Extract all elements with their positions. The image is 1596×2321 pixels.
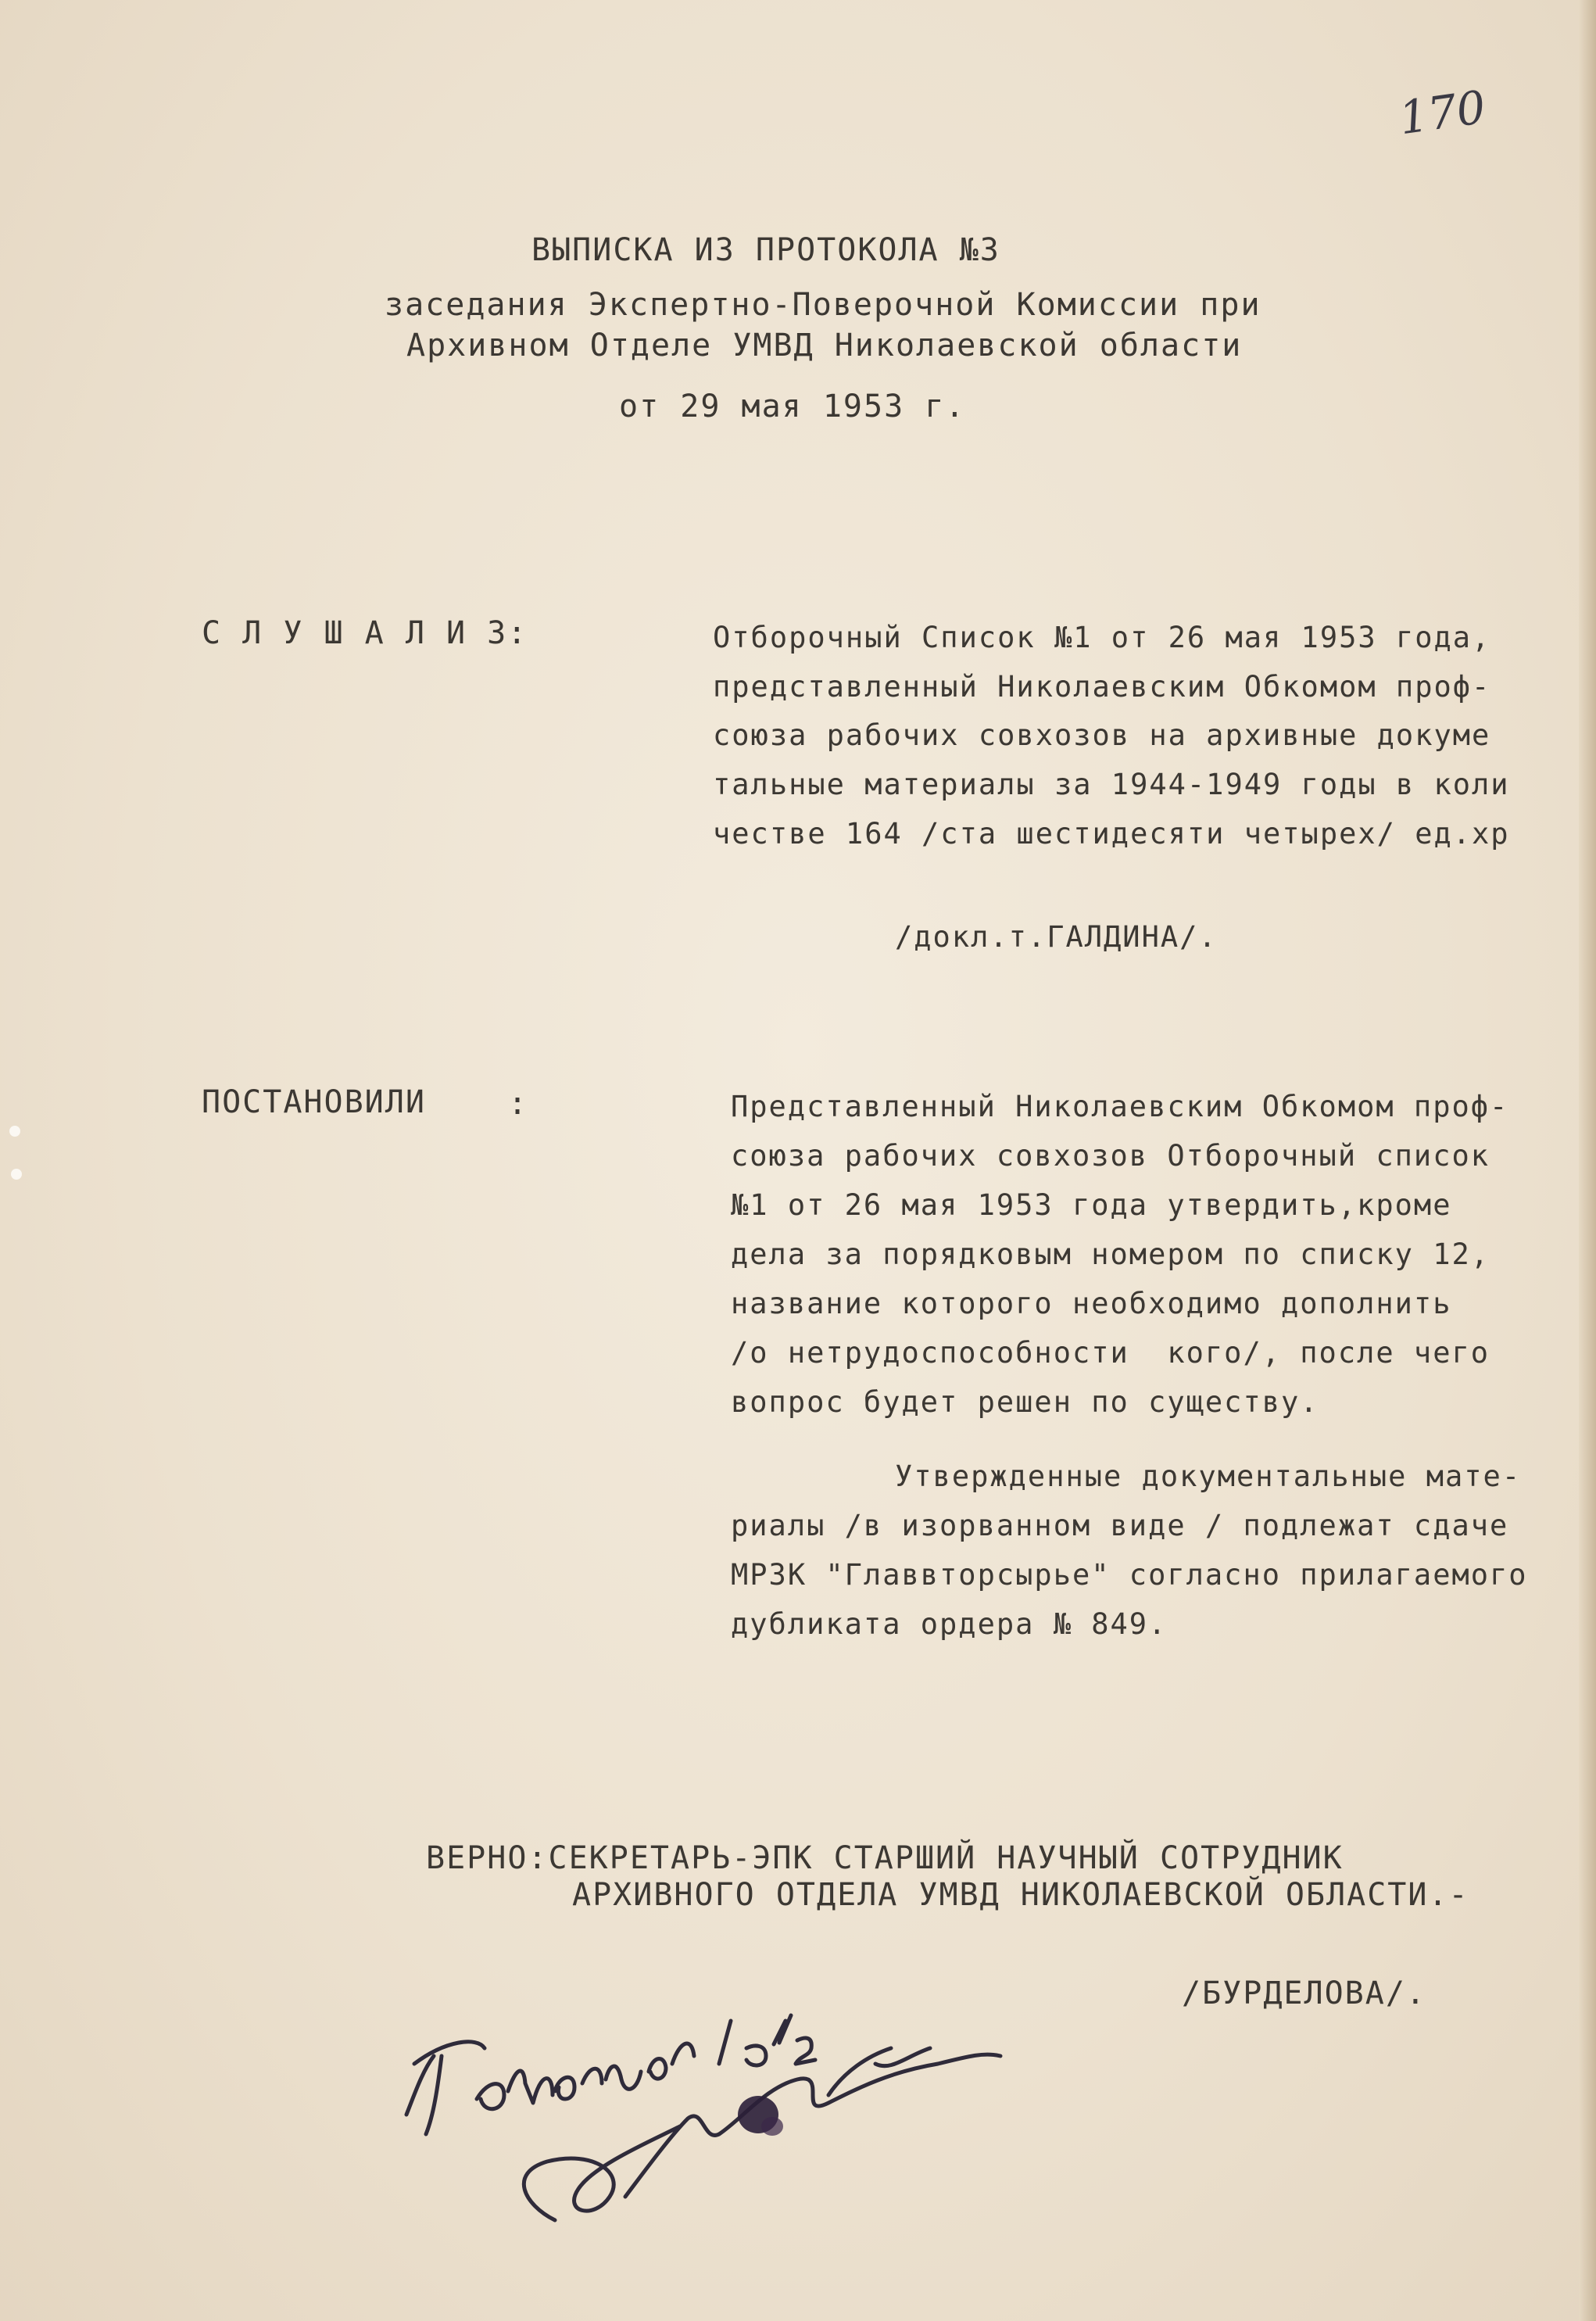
resolved-colon: : — [508, 1086, 529, 1122]
speaker-note: /докл.т.ГАЛДИНА/. — [895, 920, 1218, 954]
punch-hole — [9, 1126, 20, 1137]
punch-hole — [11, 1169, 22, 1180]
resolved-line: №1 от 26 мая 1953 года утвердить,кроме — [731, 1188, 1452, 1222]
resolved-line: МРЗК "Главвторсырье" согласно прилагаемого — [731, 1558, 1528, 1592]
resolved-line: Утвержденные документальные мате- — [895, 1460, 1522, 1493]
resolved-label: ПОСТАНОВИЛИ — [202, 1084, 426, 1120]
document-title: ВЫПИСКА ИЗ ПРОТОКОЛА №3 — [531, 232, 1000, 268]
heard-line: честве 164 /ста шестидесяти четырех/ ед.хр — [713, 817, 1510, 851]
resolved-line: вопрос будет решен по существу. — [731, 1385, 1319, 1419]
header-date: от 29 мая 1953 г. — [619, 389, 966, 424]
certification-line-2: АРХИВНОГО ОТДЕЛА УМВД НИКОЛАЕВСКОЙ ОБЛАСТИ.- — [572, 1877, 1469, 1913]
resolved-line: дубликата ордера № 849. — [731, 1607, 1168, 1641]
resolved-line: риалы /в изорванном виде / подлежат сдаче — [731, 1509, 1509, 1542]
certification-line-1: ВЕРНО:СЕКРЕТАРЬ-ЭПК СТАРШИЙ НАУЧНЫЙ СОТРУДНИК — [426, 1840, 1344, 1876]
resolved-line: дела за порядковым номером по списку 12, — [731, 1238, 1490, 1271]
resolved-line: название которого необходимо дополнить — [731, 1287, 1452, 1320]
heard-line: союза рабочих совхозов на архивные докуме — [713, 718, 1491, 752]
resolved-line: /о нетрудоспособности кого/, после чего — [731, 1336, 1490, 1370]
header-line-2: Архивном Отделе УМВД Николаевской области — [406, 328, 1243, 364]
heard-line: представленный Николаевским Обкомом проф- — [713, 670, 1491, 704]
resolved-line: союза рабочих совхозов Отборочный список — [731, 1139, 1490, 1173]
secretary-name: /БУРДЕЛОВА/. — [1182, 1975, 1426, 2011]
heard-line: Отборочный Список №1 от 26 мая 1953 года, — [713, 621, 1491, 654]
paper-edge — [1579, 0, 1596, 2321]
header-line-1: заседания Экспертно-Поверочной Комиссии при — [385, 287, 1261, 323]
heard-label: С Л У Ш А Л И 3: — [202, 615, 528, 651]
heard-line: тальные материалы за 1944-1949 годы в коли — [713, 768, 1510, 801]
resolved-line: Представленный Николаевским Обкомом проф- — [731, 1090, 1509, 1123]
folio-number: 170 — [1395, 80, 1489, 145]
handwritten-signature — [391, 1939, 1110, 2236]
